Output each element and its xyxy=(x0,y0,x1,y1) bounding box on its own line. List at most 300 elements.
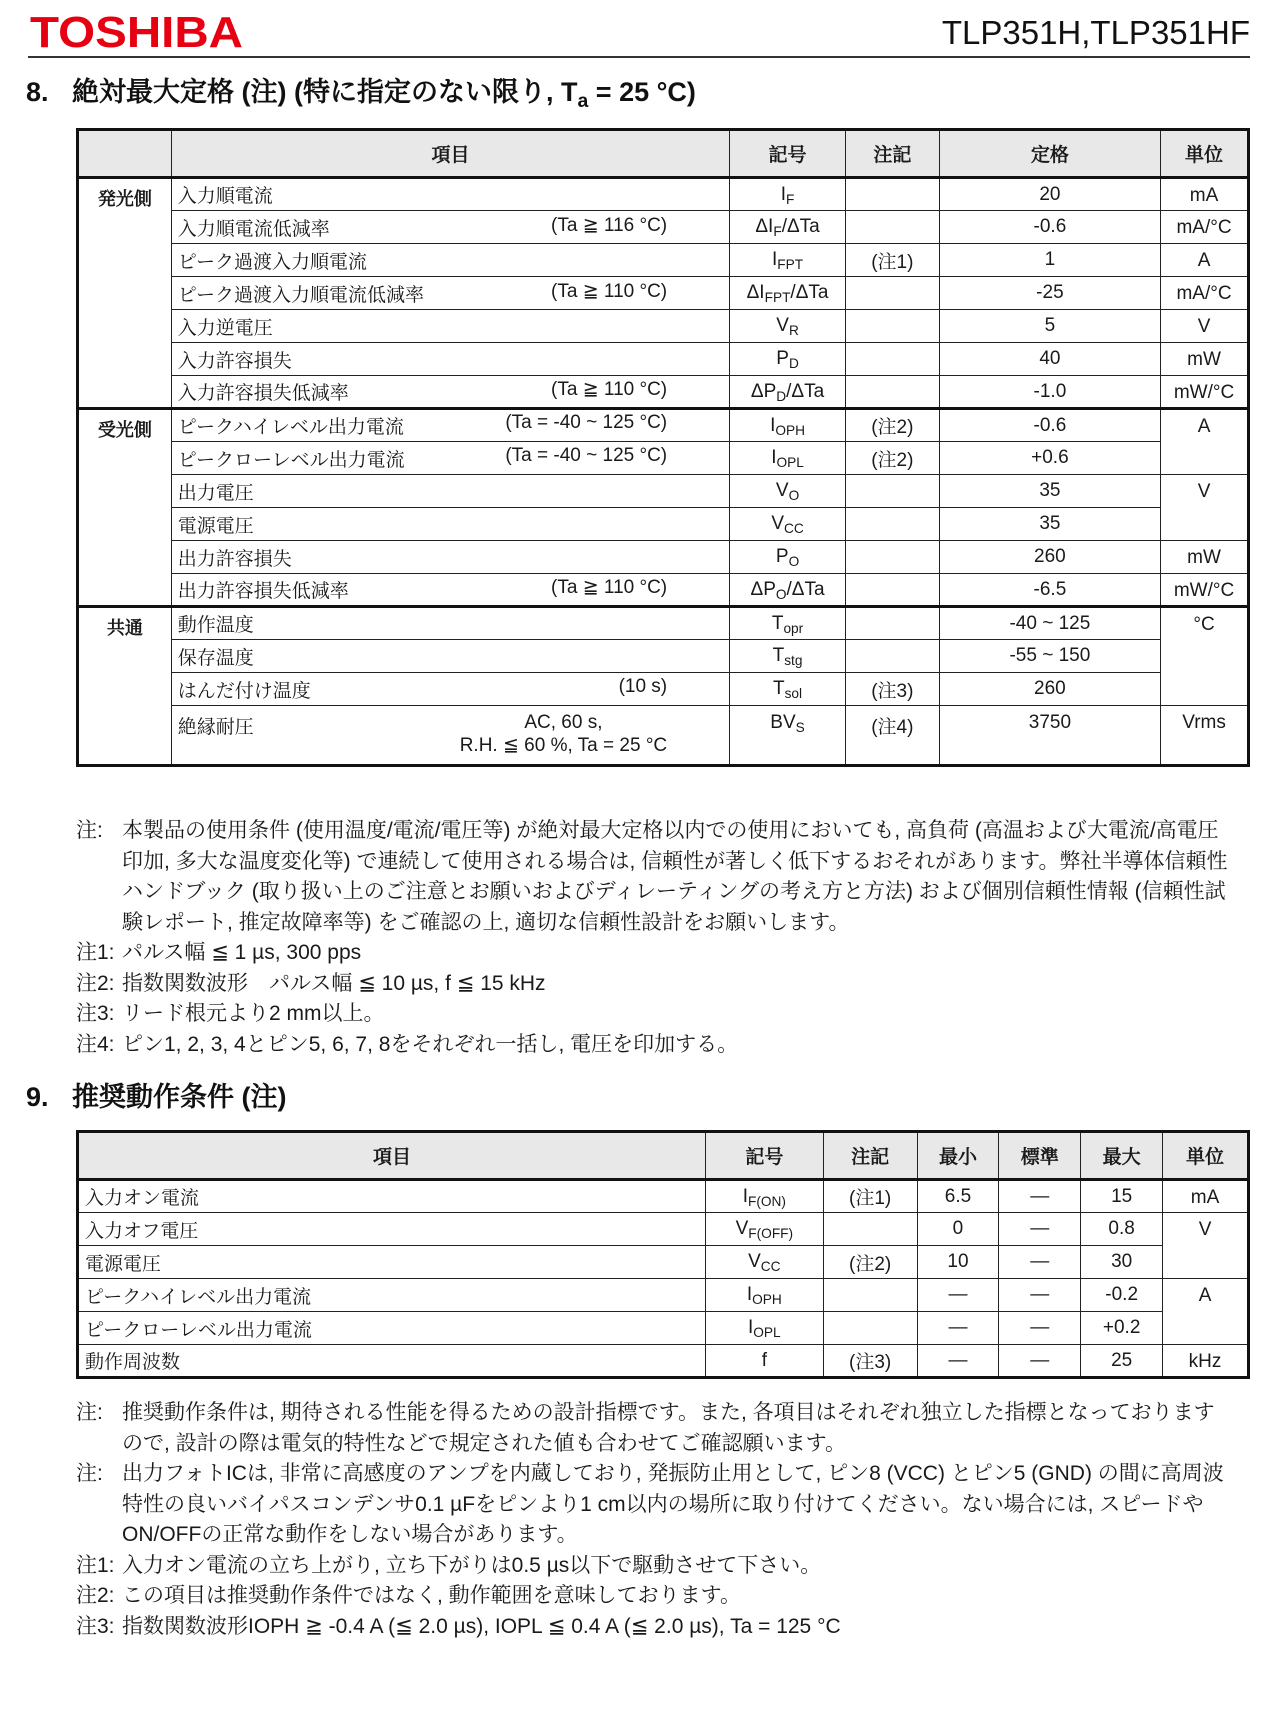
note-cell: (注3) xyxy=(845,673,939,706)
unit-cell: Vrms xyxy=(1161,706,1249,766)
item-name: 入力順電流 xyxy=(177,186,273,207)
rating-cell: 260 xyxy=(939,541,1160,574)
note-label: 注1: xyxy=(76,1553,115,1577)
item-cell xyxy=(171,673,729,706)
symbol: P xyxy=(775,546,789,567)
table-header-row xyxy=(78,1132,1249,1180)
condition-line: (Ta = -40 ~ 125 °C) xyxy=(505,412,668,433)
unit-cell: V xyxy=(1161,475,1249,541)
symbol-subscript: D xyxy=(776,388,787,404)
symbol-cell xyxy=(705,1279,823,1312)
unit-cell: V xyxy=(1163,1213,1249,1279)
symbol-cell xyxy=(730,442,846,475)
section-9-title: 9. 推奨動作条件 (注) xyxy=(26,1082,287,1112)
unit-cell: mW xyxy=(1161,343,1249,376)
item-condition xyxy=(551,378,723,405)
symbol: V xyxy=(776,315,789,336)
item-name: 出力許容損失低減率 xyxy=(177,581,349,602)
symbol-cell xyxy=(730,310,846,343)
table-row xyxy=(78,673,1249,706)
col-note: 注記 xyxy=(823,1132,917,1180)
item-cell xyxy=(171,343,729,376)
symbol-subscript: F(OFF) xyxy=(748,1226,794,1242)
note-text: 指数関数波形 パルス幅 ≦ 10 µs, f ≦ 15 kHz xyxy=(122,971,546,995)
item-cell xyxy=(171,706,729,766)
symbol: I xyxy=(742,1185,748,1207)
item-wrap xyxy=(178,676,723,703)
table-row xyxy=(78,508,1249,541)
max-cell: -0.2 xyxy=(1081,1279,1163,1312)
recommended-conditions-table xyxy=(76,1130,1250,1379)
rating-cell: 35 xyxy=(939,508,1160,541)
max-cell: 25 xyxy=(1081,1345,1163,1378)
note-cell xyxy=(845,640,939,673)
symbol-cell xyxy=(705,1312,823,1345)
note-label: 注2: xyxy=(76,971,115,995)
table-row xyxy=(78,574,1249,607)
typ-cell: — xyxy=(999,1345,1081,1378)
note-cell xyxy=(845,211,939,244)
item-cell xyxy=(171,541,729,574)
symbol: ΔI xyxy=(755,216,774,237)
item-wrap xyxy=(178,412,723,439)
note-text: 本製品の使用条件 (使用温度/電流/電圧等) が絶対最大定格以内での使用においても, 高負荷 (高温および大電流/高電圧印加, 多大な温度変化等) で連続して使用される場合は, 信頼性が著しく低下するおそれがあります。弊社半導体信頼性ハンドブック (取り扱い上のご注意とお願いおよびディレーティングの考え方と方法) および個別信頼性情報 (信頼性試験レポート, 推定故障率等) をご確認の上, 適切な信頼性設計をお願いします。 xyxy=(122,819,1228,934)
item-condition xyxy=(505,445,723,472)
note-label: 注3: xyxy=(76,1614,115,1638)
symbol-tail: /ΔTa xyxy=(786,578,825,600)
part-number: TLP351H,TLP351HF xyxy=(941,14,1250,51)
symbol-tail: /ΔTa xyxy=(790,282,829,303)
symbol-cell xyxy=(730,706,846,766)
note-label: 注2: xyxy=(76,1584,115,1607)
symbol-cell xyxy=(705,1246,823,1279)
item-condition xyxy=(667,247,723,274)
item-condition xyxy=(667,511,723,538)
unit-cell: A xyxy=(1161,409,1249,475)
note-item xyxy=(76,938,1232,969)
condition-line: (Ta ≧ 110 °C) xyxy=(551,379,668,400)
col-group xyxy=(78,130,172,178)
item-name: 入力許容損失低減率 xyxy=(177,383,349,404)
unit-cell: mW/°C xyxy=(1161,376,1249,409)
symbol: V xyxy=(775,480,789,501)
symbol: I xyxy=(771,447,777,468)
note-cell: (注2) xyxy=(823,1246,917,1279)
symbol: T xyxy=(771,612,784,634)
col-typ: 標準 xyxy=(999,1132,1081,1180)
table-header-row xyxy=(78,130,1249,178)
item-cell xyxy=(171,409,729,442)
item-name: 電源電圧 xyxy=(177,515,254,537)
item-wrap xyxy=(178,643,723,670)
item-wrap xyxy=(178,511,723,538)
symbol-subscript: F(ON) xyxy=(747,1193,786,1209)
symbol-subscript: OPH xyxy=(775,422,805,438)
table-row xyxy=(78,1345,1249,1378)
item-name: 保存温度 xyxy=(177,647,254,669)
note-label: 注: xyxy=(76,819,103,842)
unit-cell: mA xyxy=(1161,178,1249,211)
note-cell: (注3) xyxy=(823,1345,917,1378)
symbol: ΔP xyxy=(750,380,777,402)
symbol-subscript: sol xyxy=(784,686,803,702)
col-symbol: 記号 xyxy=(730,130,846,178)
condition-line-2: R.H. ≦ 60 %, Ta = 25 °C xyxy=(459,735,668,756)
min-cell: — xyxy=(917,1279,999,1312)
table-row xyxy=(78,211,1249,244)
unit-cell: mA xyxy=(1163,1180,1249,1213)
symbol-subscript: F xyxy=(773,224,782,240)
note-text: リード根元より2 mm以上。 xyxy=(122,1002,385,1025)
symbol: ΔI xyxy=(746,282,765,303)
rating-cell: -55 ~ 150 xyxy=(939,640,1160,673)
symbol: I xyxy=(748,1317,754,1338)
item-condition xyxy=(619,676,724,703)
item-cell xyxy=(171,310,729,343)
item-wrap xyxy=(178,378,723,405)
symbol-cell xyxy=(705,1180,823,1213)
table-row xyxy=(78,1279,1249,1312)
symbol: I xyxy=(771,249,778,270)
note-cell: (注2) xyxy=(845,442,939,475)
rating-cell: 20 xyxy=(939,178,1160,211)
typ-cell: — xyxy=(999,1180,1081,1213)
unit-cell: mA/°C xyxy=(1161,211,1249,244)
item-wrap xyxy=(178,313,723,340)
symbol-tail: /ΔTa xyxy=(781,216,820,237)
note-item xyxy=(76,1612,1232,1643)
note-item xyxy=(76,816,1232,938)
note-cell xyxy=(845,277,939,310)
symbol-subscript: FPT xyxy=(777,257,804,273)
item-name: 入力逆電圧 xyxy=(177,317,273,339)
note-label: 注: xyxy=(76,1401,103,1424)
typ-cell: — xyxy=(999,1246,1081,1279)
unit-cell: kHz xyxy=(1163,1345,1249,1378)
note-cell: (注1) xyxy=(823,1180,917,1213)
rating-cell: +0.6 xyxy=(939,442,1160,475)
note-cell xyxy=(845,541,939,574)
symbol-subscript: O xyxy=(775,586,787,602)
note-item xyxy=(76,1030,1232,1061)
rating-cell: -6.5 xyxy=(939,574,1160,607)
item-wrap xyxy=(178,610,723,637)
note-text: パルス幅 ≦ 1 µs, 300 pps xyxy=(122,941,362,964)
col-rating: 定格 xyxy=(939,130,1160,178)
rating-cell: -0.6 xyxy=(939,211,1160,244)
symbol: V xyxy=(748,1251,761,1272)
item-condition xyxy=(667,313,723,340)
symbol-cell xyxy=(730,508,846,541)
symbol-subscript: OPL xyxy=(753,1325,781,1341)
item-condition xyxy=(667,346,723,373)
typ-cell: — xyxy=(999,1213,1081,1246)
item-condition xyxy=(551,576,723,603)
note-label: 注3: xyxy=(76,1002,115,1025)
symbol-subscript: CC xyxy=(784,521,804,537)
item-wrap xyxy=(178,181,723,208)
symbol-cell xyxy=(730,178,846,211)
item-name: 入力順電流低減率 xyxy=(177,218,330,240)
rating-cell: 260 xyxy=(939,673,1160,706)
note-item xyxy=(76,999,1232,1030)
note-label: 注4: xyxy=(76,1032,115,1056)
item-name: ピーク過渡入力順電流低減率 xyxy=(177,284,425,306)
note-cell xyxy=(845,310,939,343)
item-cell xyxy=(171,607,729,640)
item-wrap xyxy=(178,478,723,505)
note-item xyxy=(76,1581,1232,1612)
toshiba-logo: TOSHIBA xyxy=(30,8,243,57)
section-8-title: 8. 絶対最大定格 (注) (特に指定のない限り, $T_a = 25$ °C) xyxy=(26,77,696,112)
min-cell: — xyxy=(917,1345,999,1378)
symbol-cell xyxy=(730,640,846,673)
unit-cell: A xyxy=(1161,244,1249,277)
max-cell: 0.8 xyxy=(1081,1213,1163,1246)
condition-line: (Ta ≧ 116 °C) xyxy=(551,214,668,236)
item-condition xyxy=(551,214,723,241)
max-cell: +0.2 xyxy=(1081,1312,1163,1345)
rating-cell: -1.0 xyxy=(939,376,1160,409)
symbol-subscript: D xyxy=(788,356,799,372)
rating-cell: 1 xyxy=(939,244,1160,277)
symbol-subscript: CC xyxy=(760,1259,781,1275)
item-name: 入力許容損失 xyxy=(177,350,292,372)
col-unit: 単位 xyxy=(1161,130,1249,178)
symbol-cell xyxy=(730,574,846,607)
symbol-cell xyxy=(730,673,846,706)
note-cell xyxy=(845,343,939,376)
rating-cell: 35 xyxy=(939,475,1160,508)
table-row xyxy=(78,607,1249,640)
col-symbol: 記号 xyxy=(705,1132,823,1180)
item-condition xyxy=(551,280,723,307)
unit-cell: A xyxy=(1163,1279,1249,1345)
item-cell: ピークローレベル出力電流 xyxy=(78,1312,706,1345)
symbol-cell xyxy=(730,607,846,640)
symbol: BV xyxy=(770,712,796,733)
item-wrap xyxy=(178,280,723,307)
item-cell xyxy=(171,211,729,244)
note-cell xyxy=(845,508,939,541)
unit-cell: V xyxy=(1161,310,1249,343)
symbol-cell xyxy=(705,1213,823,1246)
item-condition xyxy=(460,712,723,757)
symbol: T xyxy=(772,645,785,666)
symbol: V xyxy=(735,1218,749,1239)
symbol-subscript: opr xyxy=(783,620,804,636)
section-8-notes xyxy=(76,816,1232,1060)
item-wrap xyxy=(178,445,723,472)
note-cell: (注2) xyxy=(845,409,939,442)
item-cell: 動作周波数 xyxy=(78,1345,706,1378)
rating-cell: -40 ~ 125 xyxy=(939,607,1160,640)
symbol: I xyxy=(770,414,776,436)
item-name: 絶縁耐圧 xyxy=(177,717,254,738)
min-cell: — xyxy=(917,1312,999,1345)
item-name: はんだ付け温度 xyxy=(177,680,311,702)
symbol-subscript: OPL xyxy=(776,455,804,471)
note-cell xyxy=(823,1213,917,1246)
table-row xyxy=(78,277,1249,310)
condition-line: (10 s) xyxy=(618,675,668,697)
item-cell xyxy=(171,574,729,607)
condition-line: (Ta = -40 ~ 125 °C) xyxy=(505,444,668,466)
note-cell xyxy=(823,1279,917,1312)
note-text: 推奨動作条件は, 期待される性能を得るための設計指標です。また, 各項目はそれぞれ独立した指標となっておりますので, 設計の際は電気的特性などで規定された値も合わせてご確認願います。 xyxy=(122,1401,1215,1455)
item-cell xyxy=(171,277,729,310)
note-cell xyxy=(845,607,939,640)
item-wrap xyxy=(178,247,723,274)
item-cell: 入力オン電流 xyxy=(78,1180,706,1213)
item-cell xyxy=(171,244,729,277)
rating-cell: 3750 xyxy=(939,706,1160,766)
item-cell xyxy=(171,376,729,409)
col-item: 項目 xyxy=(171,130,729,178)
note-item xyxy=(76,1459,1232,1551)
col-max: 最大 xyxy=(1081,1132,1163,1180)
item-condition xyxy=(505,412,723,439)
note-cell xyxy=(845,178,939,211)
condition-line: (Ta ≧ 110 °C) xyxy=(551,577,668,598)
symbol-subscript: O xyxy=(788,554,800,570)
item-name: ピーク過渡入力順電流 xyxy=(177,251,368,273)
section-9-notes xyxy=(76,1398,1232,1642)
symbol-cell xyxy=(730,376,846,409)
table-row xyxy=(78,409,1249,442)
group-label: 共通 xyxy=(78,607,172,766)
min-cell: 0 xyxy=(917,1213,999,1246)
table-row xyxy=(78,178,1249,211)
table-row xyxy=(78,475,1249,508)
unit-cell: mW/°C xyxy=(1161,574,1249,607)
symbol-subscript: F xyxy=(786,191,795,207)
table-row xyxy=(78,376,1249,409)
table-row xyxy=(78,310,1249,343)
symbol-cell xyxy=(730,277,846,310)
table-row xyxy=(78,442,1249,475)
note-cell xyxy=(845,475,939,508)
item-condition xyxy=(667,610,723,637)
table-row xyxy=(78,1180,1249,1213)
note-text: 指数関数波形IOPH ≧ -0.4 A (≦ 2.0 µs), IOPL ≦ 0.4 A (≦ 2.0 µs), Ta = 125 °C xyxy=(122,1614,841,1638)
symbol-subscript: R xyxy=(788,323,799,339)
note-text: ピン1, 2, 3, 4とピン5, 6, 7, 8をそれぞれ一括し, 電圧を印加する。 xyxy=(122,1032,739,1056)
col-min: 最小 xyxy=(917,1132,999,1180)
unit-cell: °C xyxy=(1161,607,1249,706)
table-row xyxy=(78,1312,1249,1345)
note-cell xyxy=(823,1312,917,1345)
table-row xyxy=(78,1246,1249,1279)
typ-cell: — xyxy=(999,1279,1081,1312)
symbol-cell xyxy=(730,409,846,442)
note-item xyxy=(76,1398,1232,1459)
symbol-subscript: stg xyxy=(784,653,803,669)
symbol-tail: /ΔTa xyxy=(786,380,825,402)
symbol-cell xyxy=(730,343,846,376)
col-unit: 単位 xyxy=(1163,1132,1249,1180)
rating-cell: 40 xyxy=(939,343,1160,376)
item-cell: ピークハイレベル出力電流 xyxy=(78,1279,706,1312)
symbol-cell xyxy=(730,244,846,277)
rating-cell: 5 xyxy=(939,310,1160,343)
item-wrap xyxy=(178,346,723,373)
unit-cell: mW xyxy=(1161,541,1249,574)
col-item: 項目 xyxy=(78,1132,706,1180)
symbol-subscript: S xyxy=(795,720,805,736)
item-condition xyxy=(667,643,723,670)
item-wrap xyxy=(178,576,723,603)
item-wrap xyxy=(178,712,723,757)
group-label: 発光側 xyxy=(78,178,172,409)
table-row xyxy=(78,244,1249,277)
item-cell xyxy=(171,475,729,508)
symbol-subscript: FPT xyxy=(764,290,791,306)
symbol-cell xyxy=(730,475,846,508)
symbol: P xyxy=(776,348,789,369)
note-label: 注1: xyxy=(76,941,115,964)
min-cell: 6.5 xyxy=(917,1180,999,1213)
item-condition xyxy=(667,478,723,505)
note-text: 出力フォトICは, 非常に高感度のアンプを内蔵しており, 発振防止用として, ピン8 (VCC) とピン5 (GND) の間に高周波特性の良いバイパスコンデンサ0.1 µFをピンより1 cm以内の場所に取り付けてください。ない場合には, スピードやON/OFFの正常な動作をしない場合があります。 xyxy=(122,1462,1224,1546)
condition-line: (Ta ≧ 110 °C) xyxy=(551,280,668,302)
item-name: ピークハイレベル出力電流 xyxy=(177,417,404,438)
absolute-max-ratings-table xyxy=(76,128,1250,767)
item-cell xyxy=(171,178,729,211)
item-condition xyxy=(667,181,723,208)
condition-line: AC, 60 s, xyxy=(524,712,603,733)
table-row xyxy=(78,343,1249,376)
item-cell xyxy=(171,640,729,673)
min-cell: 10 xyxy=(917,1246,999,1279)
symbol-cell xyxy=(730,211,846,244)
typ-cell: — xyxy=(999,1312,1081,1345)
item-cell xyxy=(171,508,729,541)
table-row xyxy=(78,706,1249,766)
table-row xyxy=(78,640,1249,673)
page-header xyxy=(28,6,1250,58)
rating-cell: -0.6 xyxy=(939,409,1160,442)
note-item xyxy=(76,969,1232,1000)
item-cell: 電源電圧 xyxy=(78,1246,706,1279)
symbol: V xyxy=(771,513,784,534)
note-text: 入力オン電流の立ち上がり, 立ち下がりは0.5 µs以下で駆動させて下さい。 xyxy=(122,1553,822,1577)
item-condition xyxy=(667,544,723,571)
symbol: f xyxy=(761,1349,767,1371)
symbol: I xyxy=(746,1284,753,1305)
note-cell xyxy=(845,376,939,409)
note-item xyxy=(76,1551,1232,1582)
group-label: 受光側 xyxy=(78,409,172,607)
symbol-subscript: OPH xyxy=(752,1292,782,1308)
item-wrap xyxy=(178,214,723,241)
note-text: この項目は推奨動作条件ではなく, 動作範囲を意味しております。 xyxy=(122,1584,741,1607)
note-cell: (注1) xyxy=(845,244,939,277)
item-name: ピークローレベル出力電流 xyxy=(177,449,405,471)
max-cell: 30 xyxy=(1081,1246,1163,1279)
symbol: T xyxy=(772,678,785,699)
col-note: 注記 xyxy=(845,130,939,178)
symbol-cell xyxy=(730,541,846,574)
note-cell: (注4) xyxy=(845,706,939,766)
note-label: 注: xyxy=(76,1462,103,1485)
symbol-subscript: O xyxy=(788,488,800,504)
symbol-cell xyxy=(705,1345,823,1378)
note-cell xyxy=(845,574,939,607)
rating-cell: -25 xyxy=(939,277,1160,310)
unit-cell: mA/°C xyxy=(1161,277,1249,310)
max-cell: 15 xyxy=(1081,1180,1163,1213)
